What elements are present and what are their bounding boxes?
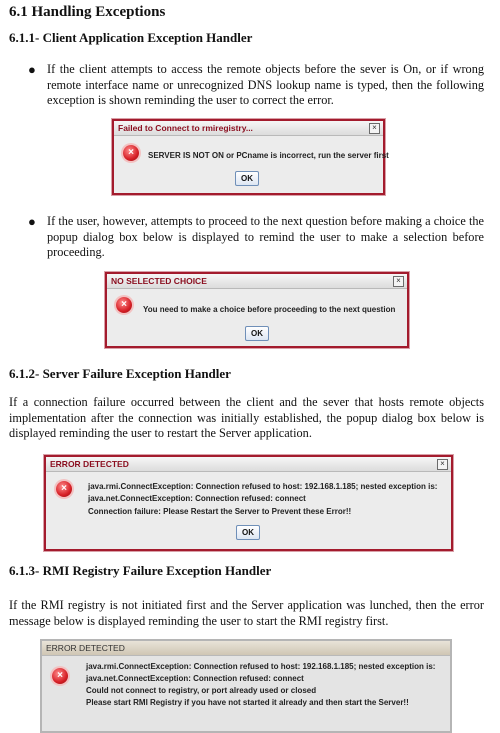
close-icon[interactable]: × xyxy=(437,459,448,470)
dialog-message-line-3: Could not connect to registry, or port already used or closed xyxy=(86,686,317,695)
ok-button[interactable]: OK xyxy=(235,171,259,186)
dialog-title: ERROR DETECTED xyxy=(42,641,450,656)
dialog-connect-failed xyxy=(112,119,389,195)
bullet-icon: ● xyxy=(28,62,36,77)
section-heading: 6.1 Handling Exceptions xyxy=(9,4,166,20)
error-icon: × xyxy=(52,668,68,684)
paragraph-rmi-failure: If the RMI registry is not initiated first and the Server application was lunched, then the error message below is displayed reminding the user to start the RMI registry first. xyxy=(9,598,484,628)
error-icon: × xyxy=(116,297,132,313)
dialog-message-line-3: Connection failure: Please Restart the Server to Prevent these Error!! xyxy=(88,507,352,516)
dialog-message-line-2: java.net.ConnectException: Connection refused: connect xyxy=(88,494,306,503)
dialog-server-error xyxy=(44,455,453,551)
ok-button[interactable]: OK xyxy=(236,525,260,540)
bullet-paragraph-choice: If the user, however, attempts to proceed to the next question before making a choice the popup dialog box below is displayed to remind the user to make a selection before proceeding. xyxy=(47,214,484,259)
dialog-title: Failed to Connect to rmiregistry... xyxy=(114,121,383,136)
subsection-heading-rmi: 6.1.3- RMI Registry Failure Exception Handler xyxy=(9,563,272,578)
bullet-paragraph-client: If the client attempts to access the remote objects before the sever is On, or if wrong remote interface name or unrecognized DNS lookup name is typed, then the following exception is shown reminding the user to correct the error. xyxy=(47,62,484,107)
dialog-rmi-error xyxy=(40,639,452,733)
ok-button[interactable]: OK xyxy=(245,326,269,341)
paragraph-server-failure: If a connection failure occurred between the client and the sever that hosts remote objects implementation after the connection was initially established, the popup dialog box below is displayed reminding the user to restart the Server application. xyxy=(9,395,484,440)
dialog-title: NO SELECTED CHOICE xyxy=(107,274,407,289)
subsection-heading-client: 6.1.1- Client Application Exception Handler xyxy=(9,30,253,45)
dialog-message-line-4: Please start RMI Registry if you have not started it already and then start the Server!! xyxy=(86,698,409,707)
error-icon: × xyxy=(56,481,72,497)
dialog-message: You need to make a choice before proceeding to the next question xyxy=(143,305,396,314)
close-icon[interactable]: × xyxy=(393,276,404,287)
dialog-message-line-1: java.rmi.ConnectException: Connection refused to host: 192.168.1.185; nested exception is: xyxy=(88,482,438,491)
dialog-message: SERVER IS NOT ON or PCname is incorrect, run the server first xyxy=(148,151,389,160)
dialog-message-line-1: java.rmi.ConnectException: Connection refused to host: 192.168.1.185; nested exception is: xyxy=(86,662,436,671)
dialog-title: ERROR DETECTED xyxy=(46,457,451,472)
error-icon: × xyxy=(123,145,139,161)
dialog-message-line-2: java.net.ConnectException: Connection refused: connect xyxy=(86,674,304,683)
close-icon[interactable]: × xyxy=(369,123,380,134)
bullet-icon: ● xyxy=(28,214,36,229)
dialog-no-selected-choice xyxy=(105,272,409,348)
subsection-heading-server: 6.1.2- Server Failure Exception Handler xyxy=(9,366,231,381)
